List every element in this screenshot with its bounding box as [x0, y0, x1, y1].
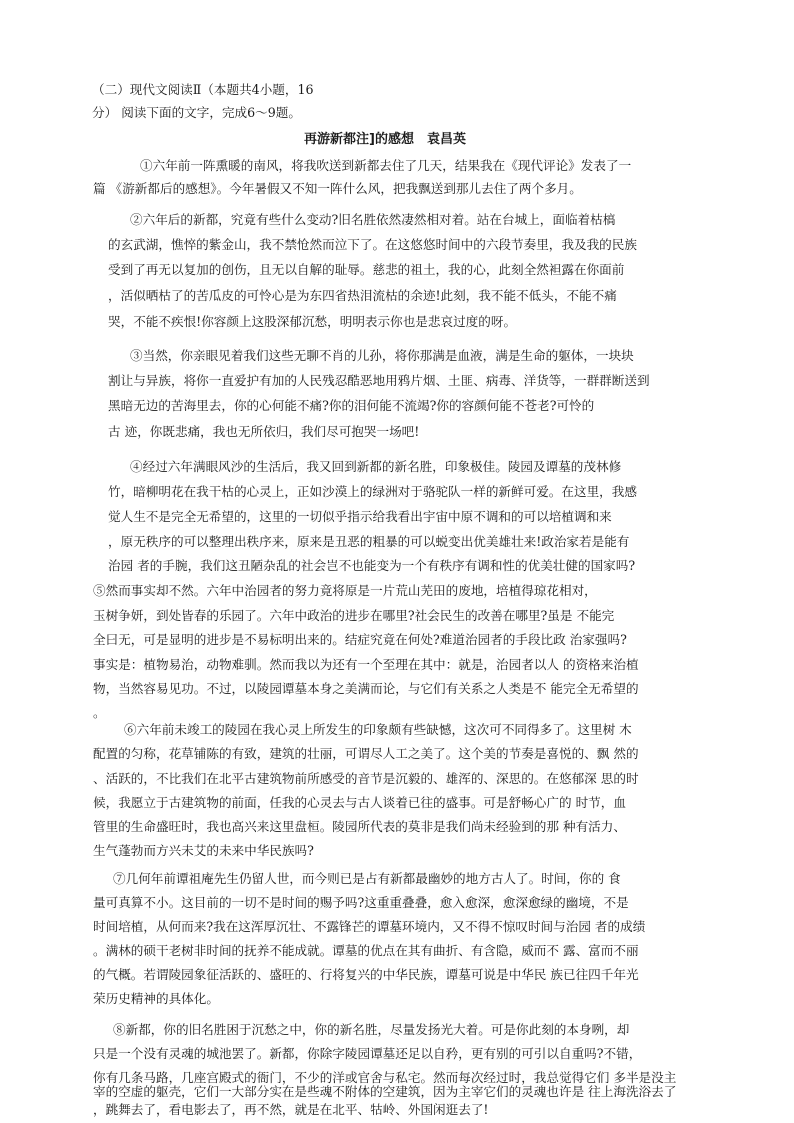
paragraph-line: 量可真算不小。这目前的一切不是时间的赐予吗?这重重叠叠，愈入愈深，愈深愈绿的幽境，不是	[93, 895, 629, 910]
paragraph-line: 荣历史精神的具体化。	[93, 991, 219, 1006]
section-instruction: 分） 阅读下面的文字，完成6～9题。	[92, 105, 301, 120]
paragraph-line: 物，当然容易见功。不过，以陵园谭墓本身之美满而论，与它们有关系之人类是不 能完全无希望的	[93, 681, 639, 696]
paragraph-line: 。满林的硕干老树非时间的抚养不能成就。谭墓的优点在其有曲折、有含隐，威而不 露、富而不丽	[93, 943, 639, 958]
paragraph-line: ，跳舞去了，看电影去了，再不然，就是在北平、牯岭、外国闲逛去了!	[93, 1102, 489, 1117]
paragraph-line: 管里的生命盛旺时，我也高兴来这里盘桓。陵园所代表的莫非是我们尚未经验到的那 种有活力、	[93, 819, 626, 834]
paragraph-line: 事实是：植物易治，动物难驯。然而我以为还有一个至理在其中：就是，治园者以人 的资格来治植	[93, 657, 639, 672]
paragraph-line: 治园 者的手腕，我们这丑陋杂乱的社会岂不也能变为一个有秩序有调和性的优美壮健的国家吗?	[108, 558, 636, 573]
paragraph-line: ③当然，你亲眼见着我们这些无聊不肖的儿孙，将你那满是血液，满是生命的躯体，一块块	[130, 348, 634, 363]
paragraph-line: 候，我愿立于古建筑物的前面，任我的心灵去与古人谈着已往的盛事。可是舒畅心广的 时节，血	[93, 795, 626, 810]
paragraph-line: ④经过六年满眼风沙的生活后，我又回到新都的新名胜，印象极佳。陵园及谭墓的茂林修	[130, 459, 622, 474]
paragraph-line: 全曰无，可是显明的进步是不易标明出来的。结症究竟在何处?难道治园者的手段比政 治家强吗?	[93, 632, 627, 647]
paragraph-line: 你有几条马路，几座宫殿式的衙门，不少的洋或官舍与私宅。然而每次经过时，我总觉得它们 多半是没主	[93, 1070, 677, 1085]
paragraph-line: 的气概。若谓陵园象征活跃的、盛旺的、行将复兴的中华民族，谭墓可说是中华民 族已往四千年光	[93, 967, 639, 982]
paragraph-line: ，原无秩序的可以整理出秩序来，原来是丑恶的粗暴的可以蜕变出优美雄壮来!政治家若是能有	[108, 534, 630, 549]
paragraph-line: 生气蓬勃而方兴未艾的未来中华民族吗?	[93, 843, 314, 858]
paragraph-line: ⑤然而事实却不然。六年中治园者的努力竟将原是一片荒山芜田的废地，培植得琼花相对，	[93, 583, 597, 598]
section-heading: （二）现代文阅读Ⅱ（本题共4小题，16	[92, 82, 314, 97]
paragraph-line: 的玄武湖，憔悴的紫金山，我不禁怆然而泣下了。在这悠悠时间中的六段节奏里，我及我的民族	[108, 237, 637, 252]
paragraph-line: ，活似晒枯了的苦瓜皮的可怜心是为东四省热泪流枯的余迹!此刻，我不能不低头，不能不痛	[108, 288, 617, 303]
paragraph-line: 只是一个没有灵魂的城池罢了。新都，你除字陵园谭墓还足以自矜，更有别的可引以自重吗?不错，	[93, 1046, 642, 1061]
paragraph-line: ⑥六年前未竣工的陵园在我心灵上所发生的印象颇有些缺憾，这次可不同得多了。这里树 木	[124, 722, 632, 737]
paragraph-line: ①六年前一阵熏暖的南风，将我吹送到新都去住了几天，结果我在《现代评论》发表了一	[140, 158, 632, 173]
paragraph-line: 配置的匀称，花草铺陈的有致，建筑的壮丽，可谓尽人工之美了。这个美的节奏是喜悦的、飘 然的	[93, 746, 639, 761]
paragraph-line: 宰的空虚的躯壳，它们一大部分实在是些魂不附体的空建筑，因为主宰它们的灵魂也许是 往上海洗浴去了	[93, 1084, 677, 1099]
paragraph-line: 篇 《游新都后的感想》。今年暑假又不知一阵什么风，把我飘送到那儿去住了两个多月。	[93, 181, 582, 196]
paragraph-line: 受到了再无以复加的创伤，且无以自解的耻辱。慈悲的祖土，我的心，此刻全然袒露在你面前	[108, 262, 625, 277]
paragraph-line: ②六年后的新都，究竟有些什么变动?旧名胜依然凄然相对着。站在台城上，面临着枯槁	[130, 212, 616, 227]
paragraph-line: 竹，暗柳明花在我干枯的心灵上，正如沙漠上的绿洲对于骆驼队一样的新鲜可爱。在这里，我感	[108, 484, 637, 499]
paragraph-line: 古 迹，你既悲痛，我也无所依归，我们尽可抱哭一场吧!	[108, 424, 420, 439]
paragraph-line: 、活跃的，不比我们在北平古建筑物前所感受的音节是沉毅的、雄浑的、深思的。在悠郁深 思的时	[93, 771, 639, 786]
paragraph-line: 觉人生不是完全无希望的，这里的一切似乎指示给我看出宇宙中原不调和的可以培植调和来	[108, 509, 612, 524]
paragraph-line: 黑暗无边的苦海里去，你的心何能不痛?你的泪何能不流竭?你的容颜何能不苍老?可怜的	[108, 398, 595, 413]
paragraph-line: 。	[93, 705, 106, 720]
paragraph-line: 时间培植，从何而来?我在这浑厚沉壮、不露锋芒的谭墓环境内，又不得不惊叹时间与治园 者的成绩	[93, 919, 646, 934]
paragraph-line: ⑧新都，你的旧名胜困于沉愁之中，你的新名胜，尽量发扬光大着。可是你此刻的本身咧，却	[113, 1022, 630, 1037]
paragraph-line: ⑦几何年前谭祖庵先生仍留人世，而今则已是占有新都最幽妙的地方古人了。时间，你的 食	[113, 871, 621, 886]
paragraph-line: 割让与异族，将你一直爱护有加的人民残忍酷恶地用鸦片烟、土匪、病毒、洋货等，一群群断送到	[108, 373, 650, 388]
paragraph-line: 玉树争妍，到处皆春的乐园了。六年中政治的进步在哪里?社会民生的改善在哪里?虽是 不能完	[93, 608, 615, 623]
paragraph-line: 哭，不能不疾恨!你容颜上这股深郁沉愁，明明表示你也是悲哀过度的呀。	[108, 314, 517, 329]
article-title: 再游新都注]的感想 袁昌英	[304, 132, 466, 147]
